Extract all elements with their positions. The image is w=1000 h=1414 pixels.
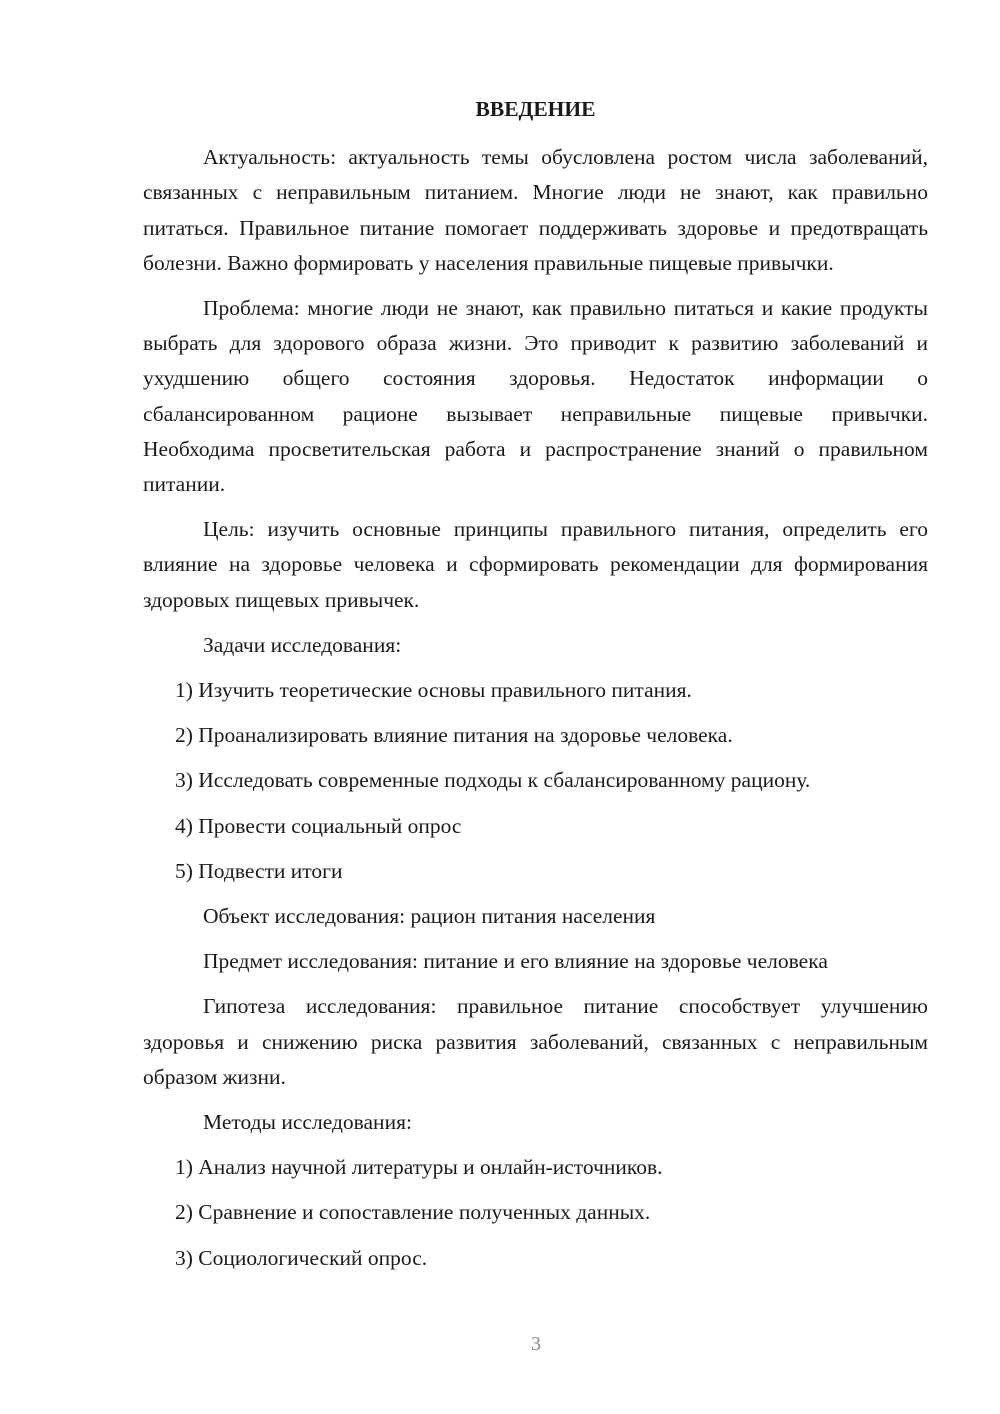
- list-item: 2) Сравнение и сопоставление полученных данных.: [175, 1200, 651, 1225]
- list-item: 4) Провести социальный опрос: [175, 813, 462, 838]
- list-item: 1) Анализ научной литературы и онлайн-источников.: [175, 1155, 663, 1180]
- subject-paragraph: Предмет исследования: питание и его влияние на здоровье человека: [203, 949, 828, 974]
- list-item: 2) Проанализировать влияние питания на здоровье человека.: [175, 723, 733, 748]
- methods-heading: Методы исследования:: [203, 1110, 412, 1135]
- section-title: ВВЕДЕНИЕ: [475, 97, 596, 121]
- document-body: [143, 92, 928, 1286]
- list-item: 1) Изучить теоретические основы правильного питания.: [175, 678, 692, 703]
- relevance-paragraph: Актуальность: актуальность темы обусловлена ростом числа заболеваний, связанных с неправильным питанием. Многие люди не знают, как правильно питаться. Правильное питание помогает поддерживать здоровье и предотвращать болезни. Важно формировать у населения правильные пищевые привычки.: [143, 145, 928, 275]
- tasks-list: [143, 673, 928, 889]
- list-item: 3) Социологический опрос.: [175, 1245, 428, 1270]
- goal-paragraph: Цель: изучить основные принципы правильного питания, определить его влияние на здоровье человека и сформировать рекомендации для формирования здоровых пищевых привычек.: [143, 517, 928, 612]
- tasks-heading: Задачи исследования:: [203, 632, 402, 657]
- list-item: 5) Подвести итоги: [175, 858, 343, 883]
- hypothesis-paragraph: Гипотеза исследования: правильное питание способствует улучшению здоровья и снижению риска развития заболеваний, связанных с неправильным образом жизни.: [143, 994, 928, 1089]
- methods-list: [143, 1150, 928, 1276]
- object-paragraph: Объект исследования: рацион питания населения: [203, 904, 656, 929]
- page-number: 3: [531, 1333, 541, 1355]
- problem-paragraph: Проблема: многие люди не знают, как правильно питаться и какие продукты выбрать для здорового образа жизни. Это приводит к развитию заболеваний и ухудшению общего состояния здоровья. Недостаток информации о сбалансированном рационе вызывает неправильные пищевые привычки. Необходима просветительская работа и распространение знаний о правильном питании.: [143, 296, 928, 497]
- list-item: 3) Исследовать современные подходы к сбалансированному рациону.: [175, 768, 811, 793]
